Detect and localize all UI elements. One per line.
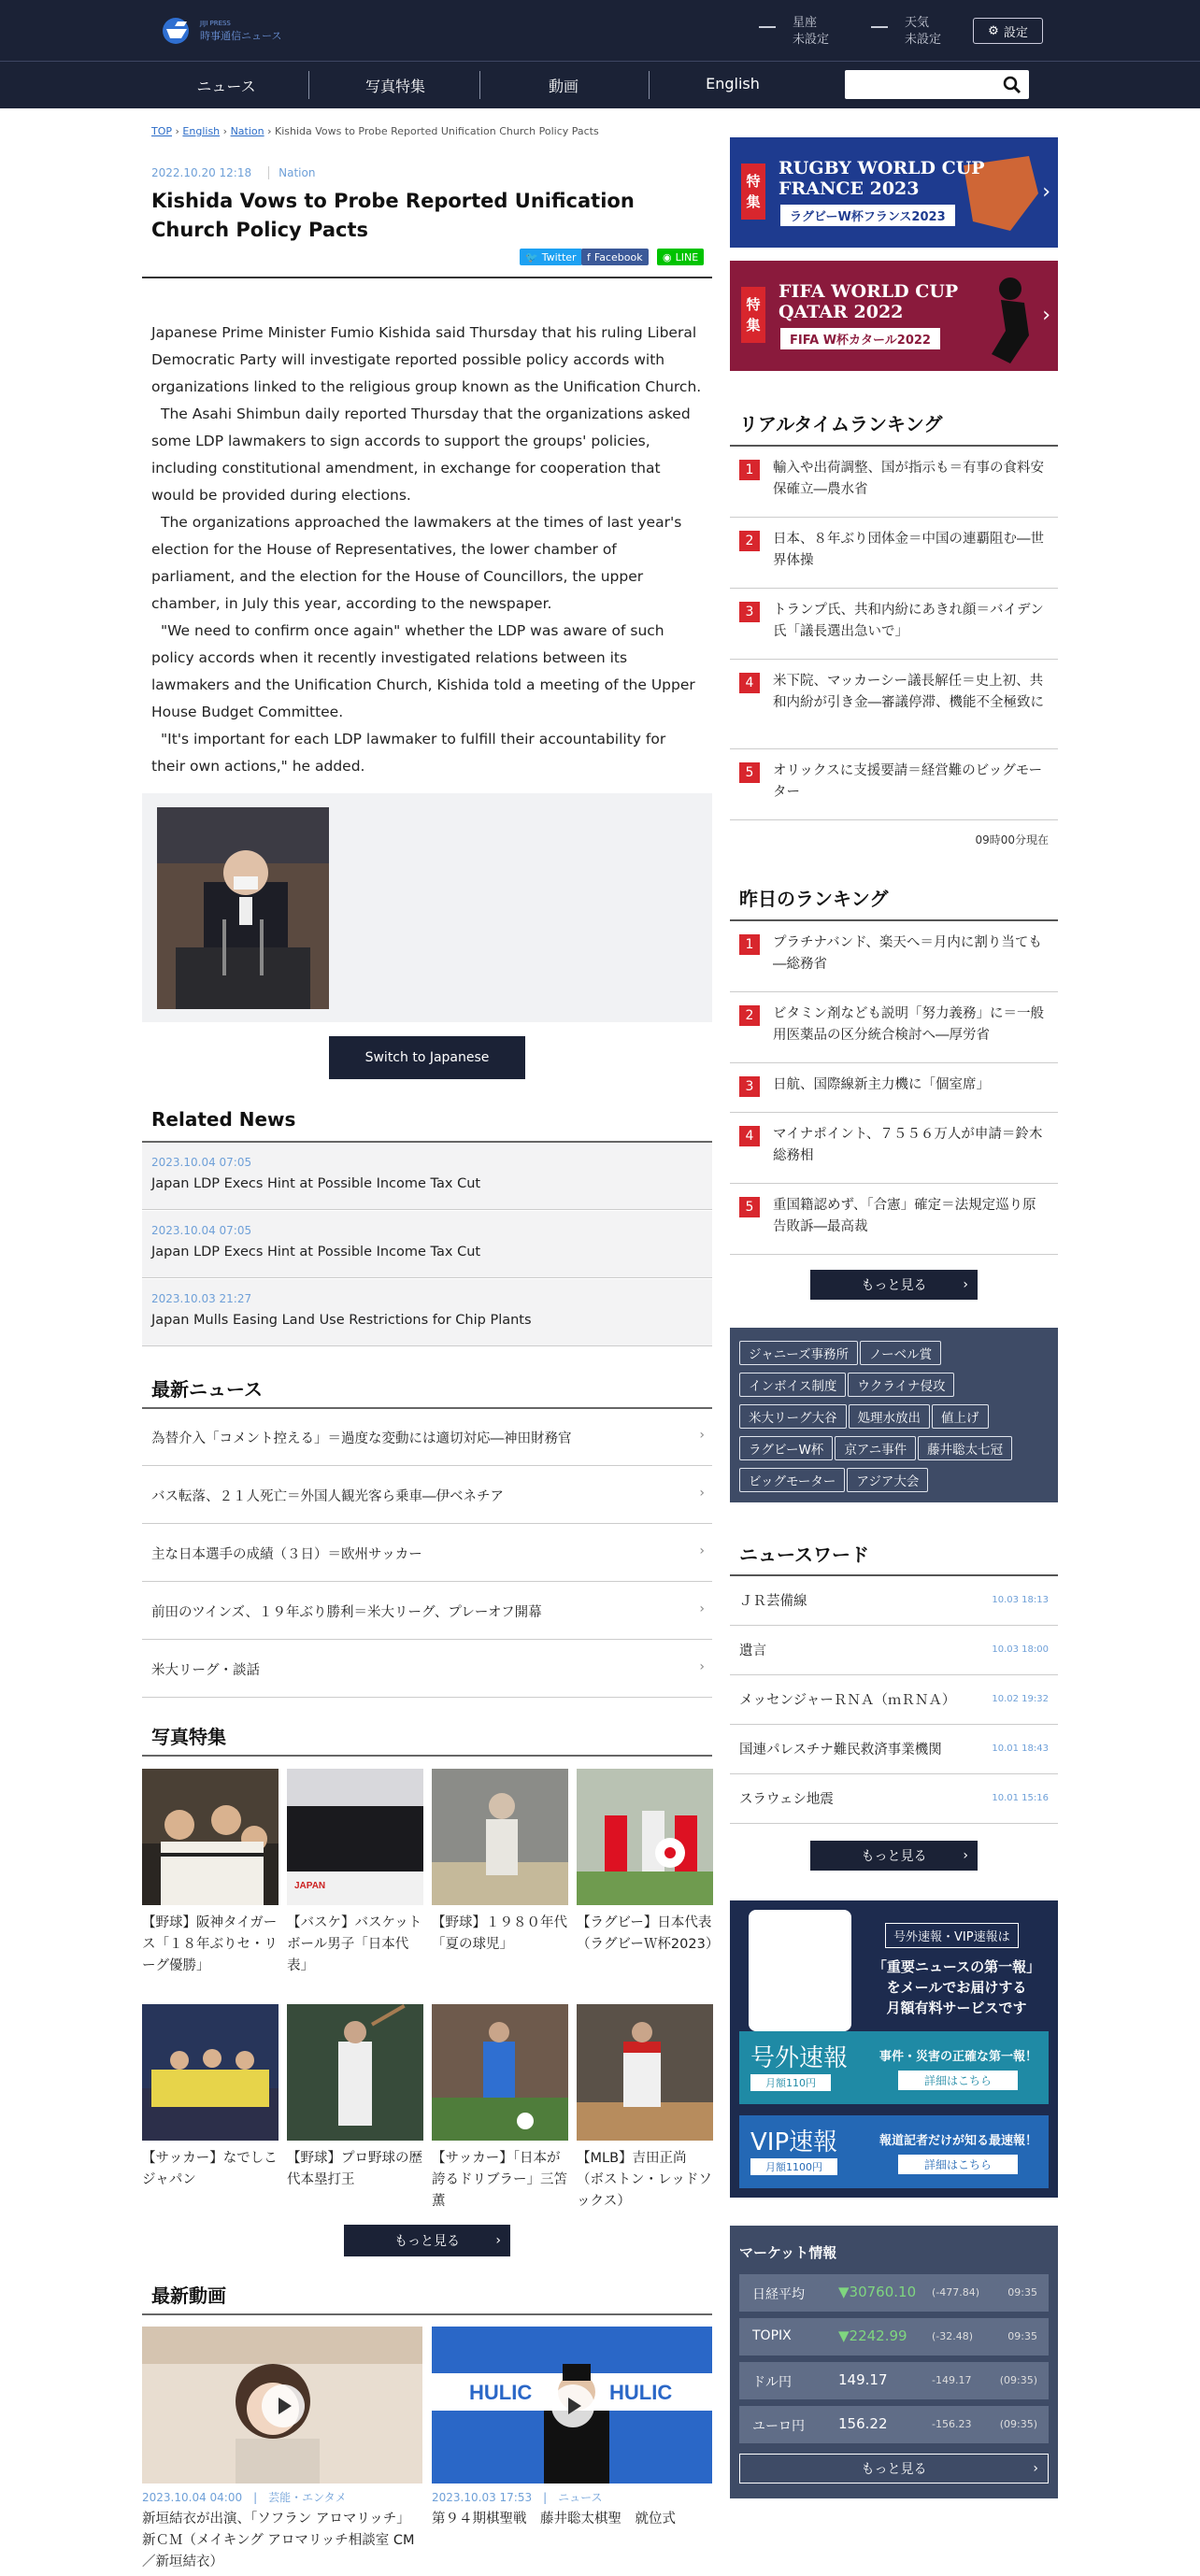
premium-promo-banner[interactable]: 号外速報・VIP速報は 「重要ニュースの第一報」 をメールでお届けする 月額有料サービスです 号外速報 月額110円 事件・災害の正確な第一報！ 詳細はこちら VIP速報 月額1100円 報道記者だけが知る最速報！ 詳細はこちら xyxy=(730,1900,1058,2198)
nav-item-news[interactable]: ニュース xyxy=(196,78,256,95)
search-input[interactable] xyxy=(845,70,1029,99)
topic-tag[interactable]: インボイス制度 xyxy=(739,1373,846,1397)
breadcrumb-top[interactable]: TOP xyxy=(151,125,173,137)
ranking-item[interactable]: 5 重国籍認めず、「合憲」確定＝法規定巡り原告敗訴―最高裁 xyxy=(730,1184,1058,1255)
market-row[interactable]: TOPIX ▼2242.99 (-32.48) 09:35 xyxy=(739,2318,1049,2355)
photo-feature-item[interactable]: 【サッカー】「日本が誇るドリブラー」三笘薫 xyxy=(432,2004,568,2213)
divider xyxy=(142,1755,712,1757)
photo-feature-title: 写真特集 xyxy=(151,1726,226,1748)
article-date: 2022.10.20 12:18 xyxy=(151,166,252,179)
related-news-item[interactable]: 2023.10.04 07:05 Japan LDP Execs Hint at Possible Income Tax Cut xyxy=(142,1143,712,1210)
chevron-right-icon: › xyxy=(699,1544,705,1558)
newsword-item[interactable]: 国連パレスチナ難民救済事業機関 10.01 18:43 xyxy=(730,1725,1058,1774)
ranking-item[interactable]: 4 米下院、マッカーシー議長解任＝史上初、共和内紛が引き金―審議停滞、機能不全極致に xyxy=(730,660,1058,749)
related-news-title: Related News xyxy=(151,1108,296,1131)
ranking-item[interactable]: 3 トランプ氏、共和内紛にあきれ顔＝バイデン氏「議長選出急いで」 xyxy=(730,589,1058,660)
latest-news-title: 最新ニュース xyxy=(151,1378,263,1401)
topic-tag[interactable]: 藤井聡太七冠 xyxy=(918,1436,1012,1460)
nav-item-videos[interactable]: 動画 xyxy=(548,78,579,95)
market-row[interactable]: 日経平均 ▼30760.10 (-477.84) 09:35 xyxy=(739,2274,1049,2312)
phone-illustration xyxy=(749,1910,851,2031)
nav-item-english[interactable]: English xyxy=(706,75,760,93)
topic-tag[interactable]: ビッグモーター xyxy=(739,1468,845,1492)
weather-setting[interactable]: 天気 未設定 xyxy=(905,15,941,49)
photo-feature-item[interactable]: 【野球】プロ野球の歴代本塁打王 xyxy=(287,2004,423,2191)
newsword-title: ニュースワード xyxy=(739,1544,869,1566)
jiji-logo-icon[interactable] xyxy=(161,16,198,46)
ranking-item[interactable]: 3 日航、国際線新主力機に「個室席」 xyxy=(730,1063,1058,1113)
topic-tag[interactable]: ラグビーW杯 xyxy=(739,1436,833,1460)
line-icon: ◉ xyxy=(663,250,672,263)
chevron-right-icon: › xyxy=(963,1277,968,1292)
photo-feature-item[interactable]: JAPAN 【バスケ】バスケットボール男子「日本代表」 xyxy=(287,1769,423,1977)
topic-tag[interactable]: 京アニ事件 xyxy=(835,1436,916,1460)
latest-news-item[interactable]: 米大リーグ・談話 › xyxy=(142,1641,712,1698)
chevron-right-icon: › xyxy=(495,2233,501,2248)
topic-tag[interactable]: アジア大会 xyxy=(847,1468,928,1492)
photo-feature-item[interactable]: 【サッカー】なでしこジャパン xyxy=(142,2004,279,2191)
latest-news-item[interactable]: バス転落、２１人死亡＝外国人観光客ら乗車―伊ベネチア › xyxy=(142,1467,712,1524)
rugby-banner[interactable]: 特集 RUGBY WORLD CUP FRANCE 2023 ラグビーW杯フランス2023 › xyxy=(730,137,1058,248)
article-paragraph: The organizations approached the lawmakers at the times of last year's election for the House of Representatives, the lower chamber of parliament, and the election for the House of Councillors, the upper chamber, in July this year, according to the newspaper. xyxy=(151,514,682,612)
breadcrumb-nation[interactable]: Nation xyxy=(230,125,264,137)
market-row[interactable]: ユーロ円 156.22 -156.23 (09:35) xyxy=(739,2406,1049,2443)
logo-text[interactable]: JIJI PRESS 時事通信ニュース xyxy=(200,20,282,42)
chevron-right-icon: › xyxy=(699,1486,705,1501)
svg-text:HULIC: HULIC xyxy=(469,2381,533,2404)
latest-news-item[interactable]: 為替介入「コメント控える」＝過度な変動には適切対応―神田財務官 › xyxy=(142,1409,712,1466)
ranking-item[interactable]: 1 プラチナバンド、楽天へ＝月内に割り当ても―総務省 xyxy=(730,921,1058,992)
topic-tag[interactable]: 米大リーグ大谷 xyxy=(739,1404,847,1429)
play-icon xyxy=(262,2384,305,2427)
vip-service[interactable]: VIP速報 月額1100円 報道記者だけが知る最速報！ 詳細はこちら xyxy=(739,2115,1049,2188)
article-title: Kishida Vows to Probe Reported Unification Church Policy Pacts xyxy=(151,190,635,241)
latest-news-item[interactable]: 前田のツインズ、１９年ぶり勝利＝米大リーグ、プレーオフ開幕 › xyxy=(142,1583,712,1640)
article-paragraph: Japanese Prime Minister Fumio Kishida said Thursday that his ruling Liberal Democratic Party will investigate reported possible policy accords with organizations linked to the religious group known as the Unification Church. xyxy=(151,324,702,395)
newsword-item[interactable]: スラウェシ地震 10.01 15:16 xyxy=(730,1774,1058,1824)
chevron-right-icon: › xyxy=(699,1659,705,1674)
newsword-more-button[interactable]: もっと見る › xyxy=(810,1841,978,1871)
article-photo-box xyxy=(142,793,712,1022)
gear-icon: ⚙ xyxy=(988,23,999,38)
article-paragraph: "We need to confirm once again" whether the LDP was aware of such policy accords when it recently investigated relations between its lawmakers and the Unification Church, Kishida told a meeting of the Upper House Budget Committee. xyxy=(151,622,695,720)
svg-text:JAPAN: JAPAN xyxy=(294,1881,326,1891)
top-header xyxy=(0,0,1200,62)
market-info xyxy=(730,2226,1058,2498)
chevron-right-icon: › xyxy=(1042,180,1050,204)
ranking-item[interactable]: 5 オリックスに支援要請＝経営難のビッグモーター xyxy=(730,749,1058,820)
chevron-right-icon: › xyxy=(699,1428,705,1443)
photos-more-button[interactable]: もっと見る › xyxy=(344,2225,510,2256)
chevron-right-icon: › xyxy=(1033,2461,1038,2476)
topic-tag[interactable]: 処理水放出 xyxy=(849,1404,931,1429)
photo-feature-item[interactable]: 【MLB】吉田正尚（ボストン・レッドソックス） xyxy=(577,2004,713,2213)
market-row[interactable]: ドル円 149.17 -149.17 (09:35) xyxy=(739,2362,1049,2399)
gougai-service[interactable]: 号外速報 月額110円 事件・災害の正確な第一報！ 詳細はこちら xyxy=(739,2031,1049,2104)
article-photo[interactable] xyxy=(157,807,329,1009)
yesterday-ranking-title: 昨日のランキング xyxy=(739,888,889,910)
article-paragraph: The Asahi Shimbun daily reported Thursday that the organizations asked some LDP lawmakers to sign accords to support the groups' policies, including constitutional amendment, in exchange for cooperation that would be provided during elections. xyxy=(151,406,691,504)
chevron-right-icon: › xyxy=(699,1601,705,1616)
article-paragraph: "It's important for each LDP lawmaker to fulfill their accountability for their own actions," he added. xyxy=(151,731,666,775)
photo-feature-item[interactable]: 【野球】阪神タイガース「１８年ぶりセ・リーグ優勝」 xyxy=(142,1769,279,1977)
nav-item-photos[interactable]: 写真特集 xyxy=(364,78,425,95)
topic-tag[interactable]: 値上げ xyxy=(932,1404,989,1429)
fifa-banner[interactable]: 特集 FIFA WORLD CUP QATAR 2022 FIFA W杯カタール2022 › xyxy=(730,261,1058,371)
ranking-item[interactable]: 2 ビタミン剤なども説明「努力義務」に＝一般用医薬品の区分統合検討へ―厚労省 xyxy=(730,992,1058,1063)
switch-to-japanese-button[interactable]: Switch to Japanese xyxy=(329,1036,525,1079)
divider xyxy=(142,277,712,278)
ranking-item[interactable]: 4 マイナポイント、７５５６万人が申請＝鈴木総務相 xyxy=(730,1113,1058,1184)
settings-button[interactable] xyxy=(973,18,1043,44)
horoscope-setting[interactable]: 星座 未設定 xyxy=(793,15,829,49)
topic-tag[interactable]: ウクライナ侵攻 xyxy=(848,1373,954,1397)
related-news-item[interactable]: 2023.10.03 21:27 Japan Mulls Easing Land Use Restrictions for Chip Plants xyxy=(142,1279,712,1346)
breadcrumb: TOP › English › Nation › Kishida Vows to Probe Reported Unification Church Policy Pacts xyxy=(151,125,599,137)
topic-tags xyxy=(730,1328,1058,1502)
ranking-more-button[interactable]: もっと見る › xyxy=(810,1270,978,1300)
latest-news-item[interactable]: 主な日本選手の成績（３日）＝欧州サッカー › xyxy=(142,1525,712,1582)
newsword-item[interactable]: 遺言 10.03 18:00 xyxy=(730,1626,1058,1675)
market-more-button[interactable]: もっと見る › xyxy=(739,2454,1049,2483)
realtime-ranking-title: リアルタイムランキング xyxy=(739,413,943,435)
settings-label: 設定 xyxy=(1003,25,1028,40)
topic-tag[interactable]: ノーベル賞 xyxy=(860,1341,941,1365)
market-title: マーケット情報 xyxy=(739,2244,837,2261)
video-item[interactable]: 2023.10.04 04:00 | 芸能・エンタメ 新垣結衣が出演、「ソフラン アロマリッチ」新ＣＭ（メイキング アロマリッチ相談室 CM／新垣結衣） xyxy=(142,2327,422,2573)
ranking-item[interactable]: 1 輸入や出荷調整、国が指示も＝有事の食料安保確立―農水省 xyxy=(730,447,1058,518)
play-icon xyxy=(551,2384,594,2427)
article-meta xyxy=(151,166,315,179)
photo-feature-item[interactable]: 【野球】１９８０年代「夏の球児」 xyxy=(432,1769,568,1956)
photo-feature-item[interactable]: 【ラグビー】日本代表（ラグビーＷ杯2023） xyxy=(577,1769,713,1956)
chevron-right-icon: › xyxy=(1042,304,1050,327)
svg-text:HULIC: HULIC xyxy=(609,2381,673,2404)
ranking-item[interactable]: 2 日本、８年ぶり団体金＝中国の連覇阻む―世界体操 xyxy=(730,518,1058,589)
video-item[interactable]: HULIC HULIC 2023.10.03 17:53 | ニュース 第９４期棋聖戦 藤井聡太棋聖 就位式 xyxy=(432,2327,712,2530)
facebook-icon: f xyxy=(587,250,591,263)
search-icon[interactable] xyxy=(1003,76,1021,94)
line-share-button[interactable]: ◉ LINE xyxy=(657,249,704,265)
twitter-share-button[interactable]: 🐦 Twitter xyxy=(520,249,582,265)
article-category[interactable]: Nation xyxy=(268,166,315,179)
latest-video-title: 最新動画 xyxy=(151,2284,226,2307)
related-news-item[interactable]: 2023.10.04 07:05 Japan LDP Execs Hint at Possible Income Tax Cut xyxy=(142,1211,712,1278)
newsword-item[interactable]: メッセンジャーＲＮＡ（ｍＲＮＡ） 10.02 19:32 xyxy=(730,1675,1058,1725)
topic-tag[interactable]: ジャニーズ事務所 xyxy=(739,1341,858,1365)
twitter-icon: 🐦 xyxy=(525,250,538,263)
facebook-share-button[interactable]: f Facebook xyxy=(581,249,649,265)
breadcrumb-current: Kishida Vows to Probe Reported Unification Church Policy Pacts xyxy=(275,125,599,137)
divider xyxy=(142,2313,712,2315)
ranking-updated: 09時00分現在 xyxy=(975,833,1049,847)
breadcrumb-english[interactable]: English xyxy=(182,125,221,137)
article-body xyxy=(151,320,703,780)
main-nav xyxy=(0,62,1200,108)
chevron-right-icon: › xyxy=(963,1848,968,1863)
newsword-item[interactable]: ＪＲ芸備線 10.03 18:13 xyxy=(730,1576,1058,1626)
